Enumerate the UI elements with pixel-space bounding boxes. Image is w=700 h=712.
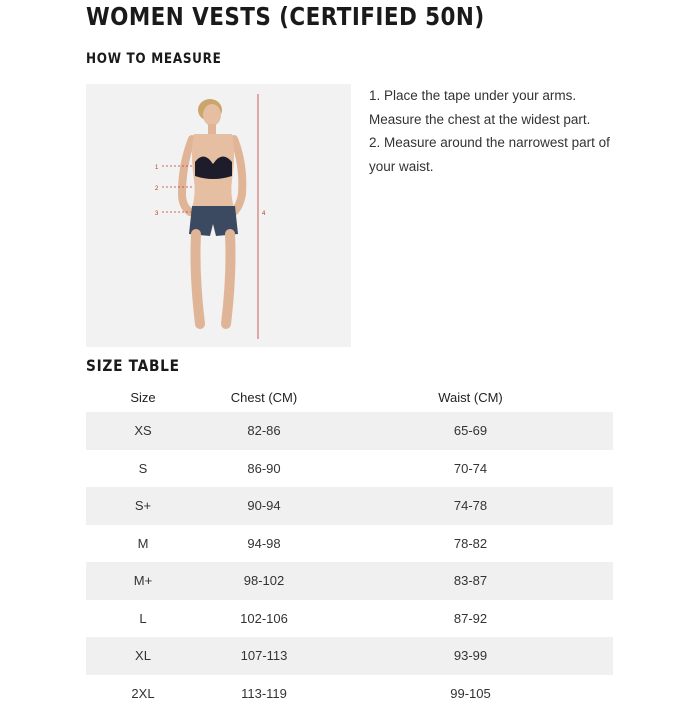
table-row	[86, 600, 613, 638]
left-leg-shape	[196, 234, 201, 324]
table-row	[86, 412, 613, 450]
cell-size: 2XL	[86, 675, 200, 712]
cell-size: M+	[86, 562, 200, 600]
head-shape	[203, 104, 221, 126]
cell-chest: 86-90	[200, 450, 328, 488]
table-header-row	[86, 382, 613, 412]
cell-waist: 87-92	[328, 600, 613, 638]
size-table	[86, 382, 613, 712]
cell-size: M	[86, 525, 200, 563]
marker-3-label: 3	[155, 211, 159, 217]
cell-waist: 78-82	[328, 525, 613, 563]
how-to-measure-heading: HOW TO MEASURE	[86, 51, 222, 67]
cell-chest: 82-86	[200, 412, 328, 450]
cell-waist: 83-87	[328, 562, 613, 600]
size-table-heading: SIZE TABLE	[86, 356, 180, 375]
table-row	[86, 487, 613, 525]
instruction-step-1: 1. Place the tape under your arms. Measure the chest at the widest part.	[369, 84, 619, 131]
page-title: WOMEN VESTS (CERTIFIED 50N)	[86, 2, 485, 31]
header-size: Size	[86, 382, 200, 412]
table-row	[86, 562, 613, 600]
cell-chest: 107-113	[200, 637, 328, 675]
cell-size: S	[86, 450, 200, 488]
cell-chest: 113-119	[200, 675, 328, 712]
table-row	[86, 675, 613, 712]
measurement-photo	[86, 84, 351, 347]
header-waist: Waist (CM)	[328, 382, 613, 412]
cell-size: XL	[86, 637, 200, 675]
cell-waist: 93-99	[328, 637, 613, 675]
right-arm-shape	[234, 139, 242, 212]
cell-size: S+	[86, 487, 200, 525]
table-row	[86, 450, 613, 488]
cell-chest: 102-106	[200, 600, 328, 638]
marker-1-label: 1	[155, 165, 159, 171]
header-chest: Chest (CM)	[200, 382, 328, 412]
cell-chest: 90-94	[200, 487, 328, 525]
cell-waist: 65-69	[328, 412, 613, 450]
cell-size: XS	[86, 412, 200, 450]
cell-waist: 70-74	[328, 450, 613, 488]
cell-chest: 98-102	[200, 562, 328, 600]
cell-size: L	[86, 600, 200, 638]
cell-waist: 99-105	[328, 675, 613, 712]
cell-chest: 94-98	[200, 525, 328, 563]
instruction-step-2: 2. Measure around the narrowest part of your waist.	[369, 131, 619, 178]
left-arm-shape	[182, 139, 192, 212]
right-leg-shape	[226, 234, 231, 324]
model-illustration	[86, 84, 351, 347]
neck-shape	[208, 124, 216, 134]
marker-2-label: 2	[155, 186, 159, 192]
marker-4-label: 4	[262, 211, 266, 217]
cell-waist: 74-78	[328, 487, 613, 525]
table-row	[86, 637, 613, 675]
table-row	[86, 525, 613, 563]
measure-instructions	[369, 84, 619, 178]
